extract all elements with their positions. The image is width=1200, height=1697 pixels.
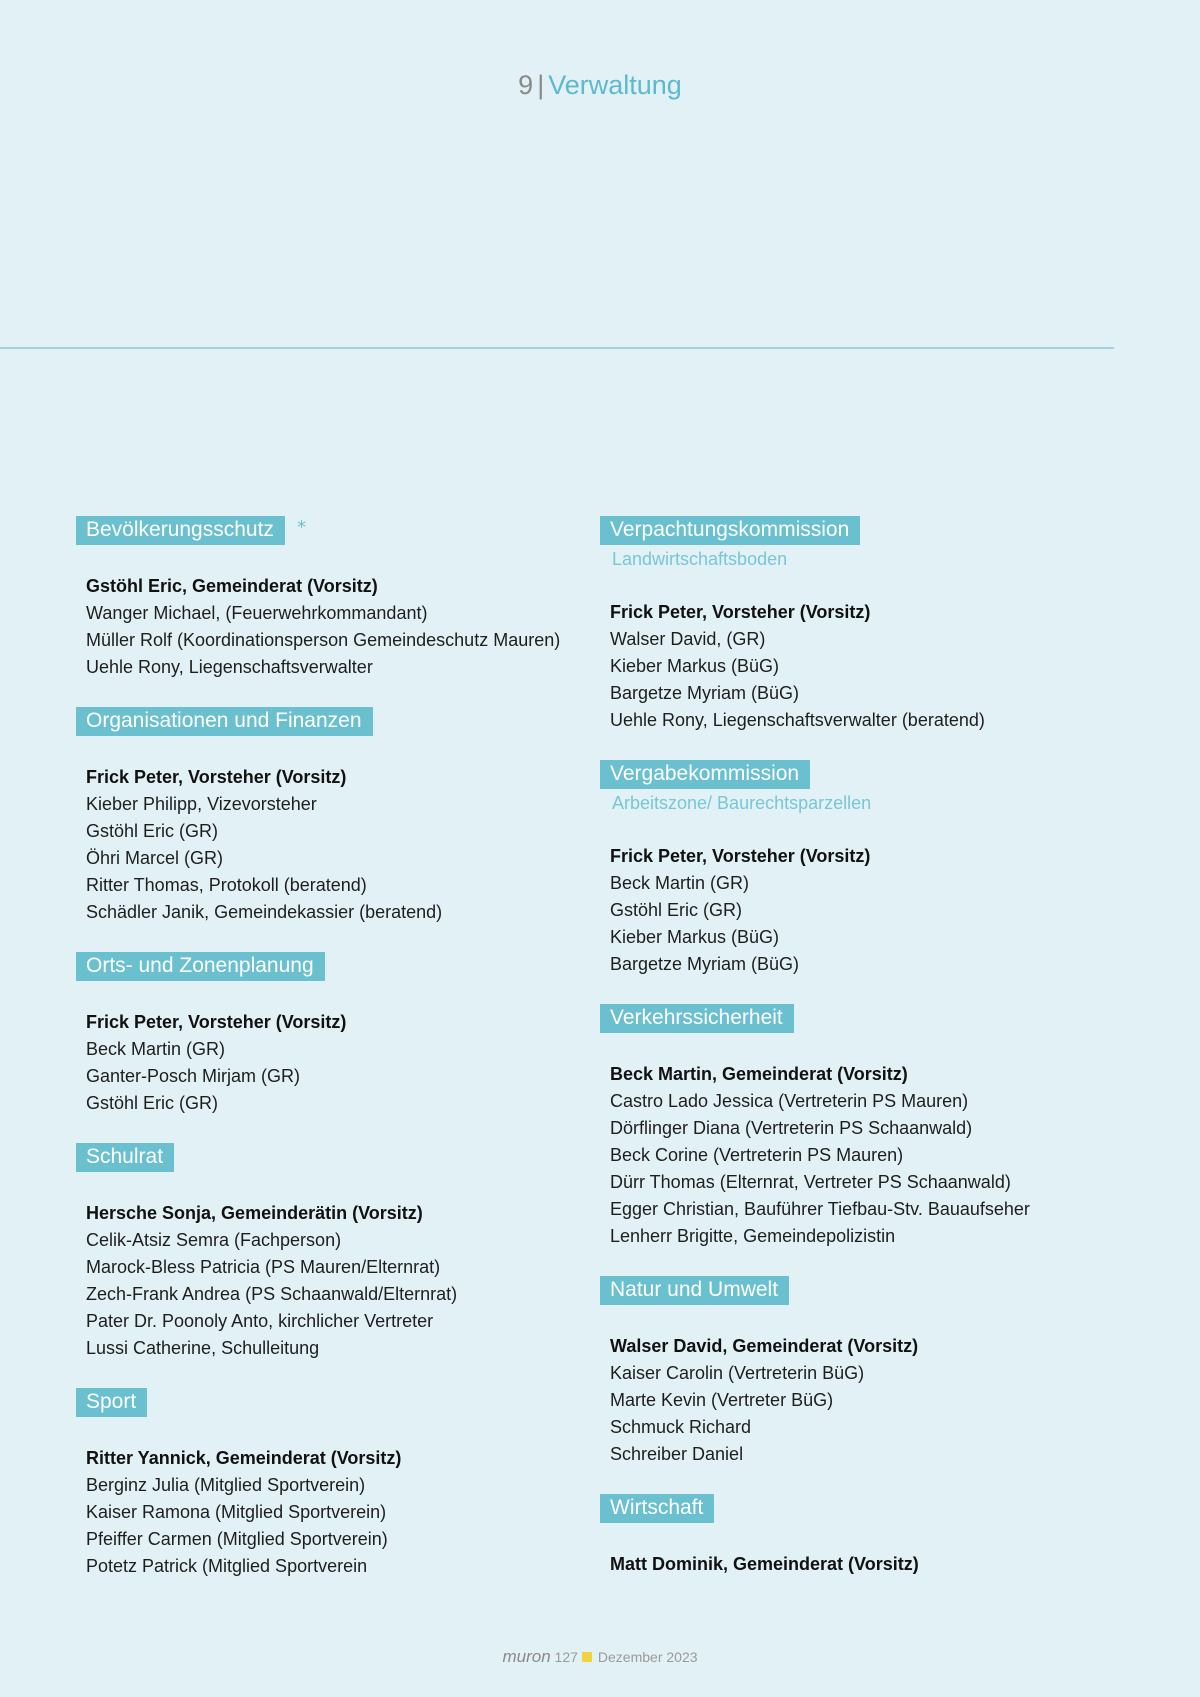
member-item: Bargetze Myriam (BüG) (610, 954, 800, 974)
member-item: Marte Kevin (Vertreter BüG) (610, 1390, 834, 1410)
member-item: Müller Rolf (Koordinationsperson Gemeindeschutz Mauren) (86, 630, 561, 650)
section-header (600, 760, 1160, 789)
member-item: Kieber Philipp, Vizevorsteher (86, 794, 317, 814)
member-item: Schmuck Richard (610, 1417, 752, 1437)
header-separator: | (537, 70, 545, 100)
committee-section (76, 707, 636, 926)
member-item: Schreiber Daniel (610, 1444, 744, 1464)
chair-member: Frick Peter, Vorsteher (Vorsitz) (86, 767, 347, 787)
member-list (600, 1333, 1160, 1468)
committee-section (76, 1143, 636, 1362)
committee-section (76, 1388, 636, 1580)
asterisk-icon: * (296, 517, 306, 538)
member-item: Dörflinger Diana (Vertreterin PS Schaanwald) (610, 1118, 973, 1138)
member-item: Potetz Patrick (Mitglied Sportverein (86, 1556, 368, 1576)
chair-member: Gstöhl Eric, Gemeinderat (Vorsitz) (86, 576, 378, 596)
footer-brand: muron (502, 1647, 551, 1666)
committee-section (600, 760, 1160, 978)
member-item: Beck Corine (Vertreterin PS Mauren) (610, 1145, 904, 1165)
page-title: Verwaltung (548, 70, 682, 100)
member-list (600, 1061, 1160, 1250)
right-column (600, 516, 1160, 1604)
chair-member: Frick Peter, Vorsteher (Vorsitz) (86, 1012, 347, 1032)
section-title: Sport (76, 1388, 147, 1417)
committee-section (600, 1494, 1160, 1578)
member-list (76, 1009, 636, 1117)
member-item: Zech-Frank Andrea (PS Schaanwald/Elternrat) (86, 1284, 458, 1304)
member-item: Ganter-Posch Mirjam (GR) (86, 1066, 301, 1086)
section-header (600, 1004, 1160, 1033)
member-item: Marock-Bless Patricia (PS Mauren/Elternrat) (86, 1257, 441, 1277)
section-title: Bevölkerungsschutz (76, 516, 285, 545)
left-column (76, 516, 636, 1606)
member-item: Dürr Thomas (Elternrat, Vertreter PS Schaanwald) (610, 1172, 1011, 1192)
member-item: Egger Christian, Bauführer Tiefbau-Stv. Bauaufseher (610, 1199, 1030, 1219)
member-item: Öhri Marcel (GR) (86, 848, 224, 868)
member-item: Lenherr Brigitte, Gemeindepolizistin (610, 1226, 896, 1246)
committee-section (600, 1276, 1160, 1468)
horizontal-divider (0, 347, 1114, 349)
member-list (600, 599, 1160, 734)
chair-member: Matt Dominik, Gemeinderat (Vorsitz) (610, 1554, 919, 1574)
section-title: Orts- und Zonenplanung (76, 952, 325, 981)
member-item: Walser David, (GR) (610, 629, 766, 649)
section-header (76, 1143, 636, 1172)
member-item: Celik-Atsiz Semra (Fachperson) (86, 1230, 342, 1250)
chair-member: Frick Peter, Vorsteher (Vorsitz) (610, 846, 871, 866)
section-title: Vergabekommission (600, 760, 810, 789)
footer-issue: 127 (554, 1649, 578, 1665)
section-header (600, 1276, 1160, 1305)
member-item: Uehle Rony, Liegenschaftsverwalter (beratend) (610, 710, 985, 730)
section-title: Verpachtungskommission (600, 516, 860, 545)
page-footer (0, 1647, 1200, 1667)
member-item: Gstöhl Eric (GR) (610, 900, 743, 920)
section-header (76, 1388, 636, 1417)
section-subtitle: Landwirtschaftsboden (612, 549, 788, 569)
footer-square-icon (582, 1652, 592, 1662)
committee-section (600, 1004, 1160, 1250)
member-item: Bargetze Myriam (BüG) (610, 683, 800, 703)
member-item: Castro Lado Jessica (Vertreterin PS Mauren) (610, 1091, 969, 1111)
member-list (76, 573, 636, 681)
section-title: Organisationen und Finanzen (76, 707, 373, 736)
member-list (76, 1445, 636, 1580)
section-title: Natur und Umwelt (600, 1276, 789, 1305)
page-header (0, 70, 1200, 101)
chair-member: Ritter Yannick, Gemeinderat (Vorsitz) (86, 1448, 402, 1468)
section-header (76, 707, 636, 736)
section-subtitle: Arbeitszone/ Baurechtsparzellen (612, 793, 872, 813)
chair-member: Frick Peter, Vorsteher (Vorsitz) (610, 602, 871, 622)
member-item: Berginz Julia (Mitglied Sportverein) (86, 1475, 366, 1495)
section-header (600, 516, 1160, 545)
section-title: Verkehrssicherheit (600, 1004, 794, 1033)
section-title: Wirtschaft (600, 1494, 714, 1523)
page-number: 9 (518, 70, 534, 100)
member-item: Lussi Catherine, Schulleitung (86, 1338, 320, 1358)
member-item: Beck Martin (GR) (86, 1039, 226, 1059)
member-item: Kieber Markus (BüG) (610, 927, 780, 947)
member-list (76, 764, 636, 926)
member-item: Gstöhl Eric (GR) (86, 821, 219, 841)
member-item: Uehle Rony, Liegenschaftsverwalter (86, 657, 373, 677)
member-list (600, 1551, 1160, 1578)
committee-section (76, 516, 636, 681)
footer-date: Dezember 2023 (597, 1649, 698, 1665)
section-header (600, 1494, 1160, 1523)
member-item: Pfeiffer Carmen (Mitglied Sportverein) (86, 1529, 388, 1549)
member-item: Kieber Markus (BüG) (610, 656, 780, 676)
member-item: Kaiser Ramona (Mitglied Sportverein) (86, 1502, 387, 1522)
member-item: Ritter Thomas, Protokoll (beratend) (86, 875, 367, 895)
committee-section (76, 952, 636, 1117)
chair-member: Hersche Sonja, Gemeinderätin (Vorsitz) (86, 1203, 423, 1223)
member-item: Beck Martin (GR) (610, 873, 750, 893)
section-header (76, 952, 636, 981)
section-header (76, 516, 636, 545)
member-item: Kaiser Carolin (Vertreterin BüG) (610, 1363, 865, 1383)
committee-section (600, 516, 1160, 734)
chair-member: Beck Martin, Gemeinderat (Vorsitz) (610, 1064, 908, 1084)
chair-member: Walser David, Gemeinderat (Vorsitz) (610, 1336, 919, 1356)
member-item: Wanger Michael, (Feuerwehrkommandant) (86, 603, 428, 623)
member-item: Pater Dr. Poonoly Anto, kirchlicher Vertreter (86, 1311, 434, 1331)
member-list (600, 843, 1160, 978)
section-title: Schulrat (76, 1143, 174, 1172)
member-item: Schädler Janik, Gemeindekassier (beratend) (86, 902, 443, 922)
member-list (76, 1200, 636, 1362)
member-item: Gstöhl Eric (GR) (86, 1093, 219, 1113)
